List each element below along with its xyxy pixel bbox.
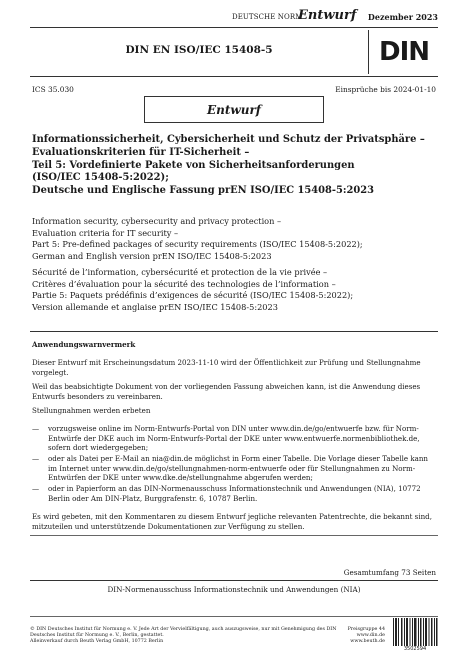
publication-date: Dezember 2023 — [367, 12, 438, 22]
notice-paragraph-4: Es wird gebeten, mit den Kommentaren zu diesem Entwurf jegliche relevanten Patentrechte, die bekannt sind, mitzuteilen und unterstützende Dokumentationen zur Verfügung zu stellen. — [32, 512, 432, 531]
committee-name: DIN-Normenausschuss Informationstechnik und Anwendungen (NIA) — [107, 585, 361, 594]
title-de-line: Deutsche und Englische Fassung prEN ISO/IEC 15408-5:2023 — [32, 185, 374, 197]
title-en-line: German and English version prEN ISO/IEC 15408-5:2023 — [32, 251, 272, 262]
sales-line: Alleinverkauf durch Beuth Verlag GmbH, 10772 Berlin — [30, 639, 164, 644]
dash-marker: — — [32, 424, 40, 433]
title-french — [32, 267, 442, 314]
notice-paragraph-1: Dieser Entwurf mit Erscheinungsdatum 2023-11-10 wird der Öffentlichkeit zur Prüfung und Stellungnahme vorgelegt. — [32, 358, 421, 377]
title-divider — [30, 76, 438, 77]
notice-end-divider — [30, 535, 438, 536]
din-link[interactable]: www.din.de — [356, 633, 385, 638]
list-item — [32, 424, 436, 453]
barcode — [392, 618, 438, 646]
title-de-line: (ISO/IEC 15408-5:2022); — [32, 172, 169, 184]
list-item-text: vorzugsweise online im Norm-Entwurfs-Portal von DIN unter www.din.de/go/entwuerfe bzw. für Norm-Entwürfe der DKE auch im Norm-Entwurfs-Portal der DKE unter www.entwuerfe.normenbibliothek.de, sofern dort wiedergegeben; — [48, 424, 420, 452]
header-divider — [30, 27, 438, 28]
page-count: Gesamtumfang 73 Seiten — [343, 568, 436, 577]
title-fr-line: Partie 5: Paquets prédéfinis d’exigences de sécurité (ISO/IEC 15408-5:2022); — [32, 290, 354, 301]
document-number: DIN EN ISO/IEC 15408-5 — [125, 44, 273, 56]
title-en-line: Part 5: Pre-defined packages of security requirements (ISO/IEC 15408-5:2022); — [32, 239, 363, 250]
notice-paragraph-2: Weil das beabsichtigte Dokument von der vorliegenden Fassung abweichen kann, ist die Anwendung dieses Entwurfs besonders zu vereinbaren. — [32, 382, 421, 401]
list-item — [32, 484, 436, 503]
title-en-line: Evaluation criteria for IT security – — [32, 227, 179, 238]
list-item-text: oder als Datei per E-Mail an nia@din.de möglichst in Form einer Tabelle. Die Vorlage dieser Tabelle kann im Internet unter www.din.de/go/stellungnahmen-norm-entwuerfe oder für Stellungnahmen zu Norm-Entwürfen der DKE unter www.dke.de/stellungnahme abgerufen werden; — [48, 454, 428, 482]
title-german — [32, 134, 442, 198]
dash-marker: — — [32, 454, 40, 463]
din-logo: DIN — [368, 30, 439, 74]
beuth-link[interactable]: www.beuth.de — [350, 639, 385, 644]
dash-marker: — — [32, 484, 40, 493]
notice-paragraph-3: Stellungnahmen werden erbeten — [32, 406, 151, 415]
title-english — [32, 216, 442, 263]
title-de-line: Informationssicherheit, Cybersicherheit und Schutz der Privatsphäre – — [32, 134, 425, 145]
draft-label: Entwurf — [298, 8, 357, 23]
title-fr-line: Critères d’évaluation pour la sécurité des technologies de l’information – — [32, 278, 336, 289]
footer-divider — [30, 616, 438, 617]
price-group: Preisgruppe 44 — [347, 627, 385, 632]
title-fr-line: Version allemande et anglaise prEN ISO/IEC 15408-5:2023 — [32, 302, 278, 313]
notice-heading: Anwendungswarnvermerk — [32, 340, 136, 349]
objections-deadline: Einsprüche bis 2024-01-10 — [335, 85, 436, 94]
title-de-line: Teil 5: Vordefinierte Pakete von Sicherheitsanforderungen — [32, 159, 355, 171]
footer-info — [348, 627, 385, 645]
ics-code: ICS 35.030 — [32, 85, 74, 94]
norm-type-label: DEUTSCHE NORM — [232, 13, 303, 21]
copyright-line: © DIN Deutsches Institut für Normung e. V. Jede Art der Vervielfältigung, auch auszugsweise, nur mit Genehmigung des DIN Deutsches Institut für Normung e. V., Berlin, gestattet. — [30, 627, 337, 638]
title-fr-line: Sécurité de l’information, cybersécurité et protection de la vie privée – — [32, 267, 328, 277]
committee-divider — [30, 580, 438, 581]
list-item-text: oder in Papierform an das DIN-Normenausschuss Informationstechnik und Anwendungen (NIA), 10772 Berlin oder Am DIN-Platz, Burggrafenstr. 6, 10787 Berlin. — [48, 484, 421, 503]
title-en-line: Information security, cybersecurity and privacy protection – — [32, 216, 282, 226]
list-item — [32, 454, 436, 483]
notice-divider — [30, 331, 438, 332]
copyright-notice — [30, 627, 360, 645]
draft-box: Entwurf — [144, 96, 324, 123]
barcode-number: 3502594 — [403, 646, 427, 652]
title-de-line: Evaluationskriterien für IT-Sicherheit – — [32, 146, 250, 158]
